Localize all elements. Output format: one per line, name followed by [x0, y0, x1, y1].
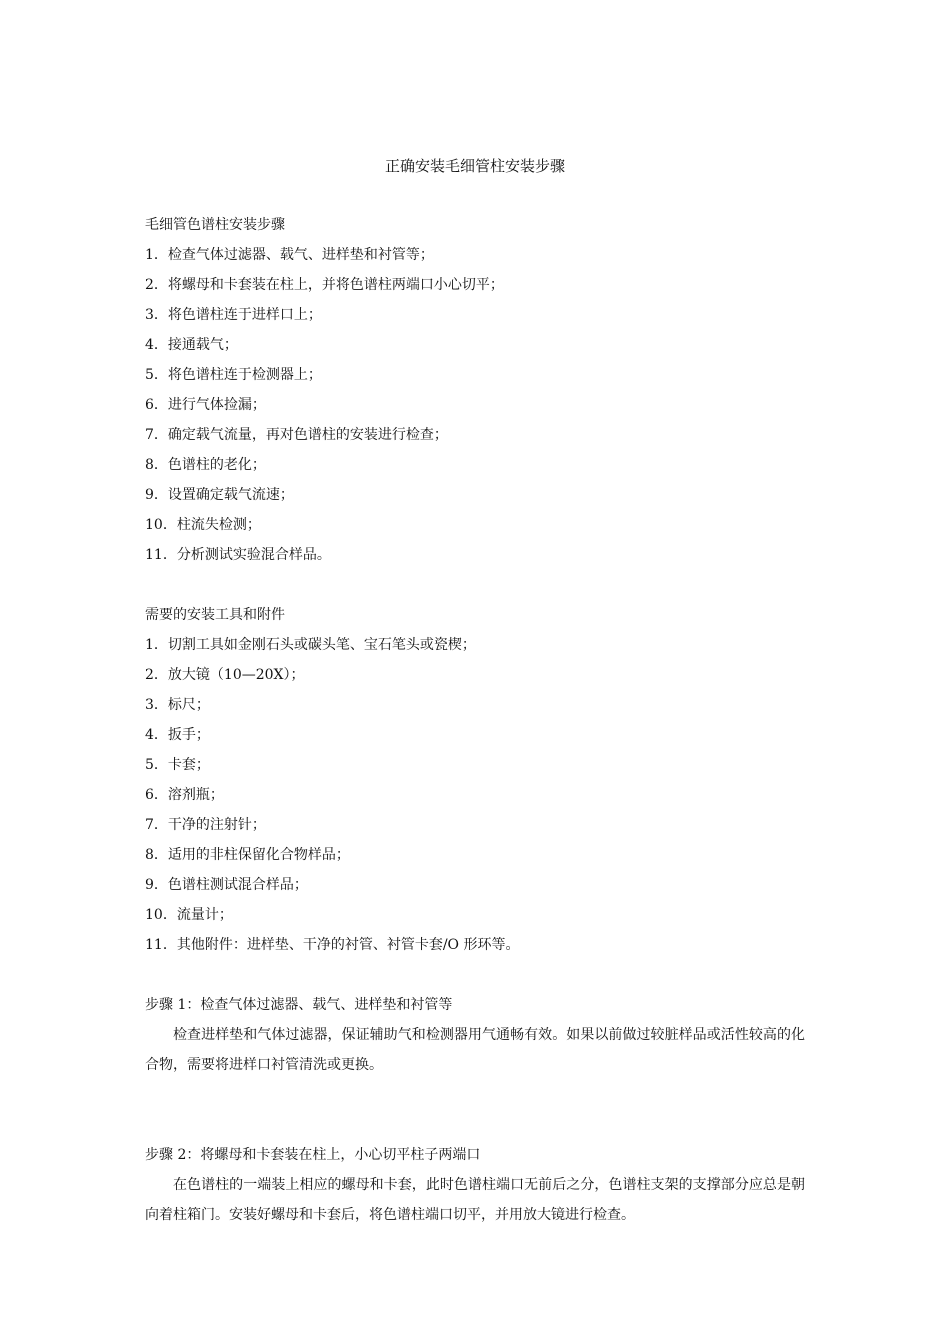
- list-item: 6．溶剂瓶；: [145, 787, 224, 803]
- list-item: 11．其他附件：进样垫、干净的衬管、衬管卡套/O 形环等。: [145, 937, 520, 953]
- list-item: 1．检查气体过滤器、载气、进样垫和衬管等；: [145, 247, 434, 263]
- list-item: 3．将色谱柱连于进样口上；: [145, 307, 322, 323]
- list-item: 10．柱流失检测；: [145, 517, 261, 533]
- list-item: 3．标尺；: [145, 697, 210, 713]
- step2-body: 在色谱柱的一端装上相应的螺母和卡套，此时色谱柱端口无前后之分，色谱柱支架的支撑部分应总是朝向着柱箱门。安装好螺母和卡套后，将色谱柱端口切平，并用放大镜进行检查。: [145, 1177, 805, 1223]
- list-item: 7．确定载气流量，再对色谱柱的安装进行检查；: [145, 427, 448, 443]
- step1-section: [145, 990, 805, 1080]
- step2-section: [145, 1140, 805, 1230]
- install-steps-section: [145, 210, 805, 570]
- step1-body: 检查进样垫和气体过滤器，保证辅助气和检测器用气通畅有效。如果以前做过较脏样品或活性较高的化合物，需要将进样口衬管清洗或更换。: [145, 1027, 805, 1073]
- list-item: 2．将螺母和卡套装在柱上，并将色谱柱两端口小心切平；: [145, 277, 504, 293]
- tools-list: [145, 630, 805, 960]
- list-item: 9．色谱柱测试混合样品；: [145, 877, 308, 893]
- tools-section: [145, 600, 805, 960]
- section-spacer: [145, 570, 805, 600]
- list-item: 1．切割工具如金刚石头或碳头笔、宝石笔头或瓷楔；: [145, 637, 476, 653]
- list-item: 2．放大镜（10—20X）；: [145, 667, 305, 683]
- section-spacer: [145, 1080, 805, 1140]
- list-item: 4．接通载气；: [145, 337, 238, 353]
- list-item: 11．分析测试实验混合样品。: [145, 547, 331, 563]
- list-item: 5．将色谱柱连于检测器上；: [145, 367, 322, 383]
- list-item: 7．干净的注射针；: [145, 817, 266, 833]
- install-steps-list: [145, 240, 805, 570]
- list-item: 6．进行气体捡漏；: [145, 397, 266, 413]
- section-spacer: [145, 960, 805, 990]
- list-item: 10．流量计；: [145, 907, 233, 923]
- list-item: 8．色谱柱的老化；: [145, 457, 266, 473]
- list-item: 5．卡套；: [145, 757, 210, 773]
- document-title: 正确安装毛细管柱安装步骤: [384, 157, 565, 175]
- step2-heading: 步骤 2：将螺母和卡套装在柱上，小心切平柱子两端口: [145, 1147, 481, 1163]
- tools-heading: 需要的安装工具和附件: [145, 607, 285, 623]
- list-item: 9．设置确定载气流速；: [145, 487, 294, 503]
- list-item: 8．适用的非柱保留化合物样品；: [145, 847, 350, 863]
- install-steps-heading: 毛细管色谱柱安装步骤: [145, 217, 285, 233]
- step1-heading: 步骤 1：检查气体过滤器、载气、进样垫和衬管等: [145, 997, 453, 1013]
- list-item: 4．扳手；: [145, 727, 210, 743]
